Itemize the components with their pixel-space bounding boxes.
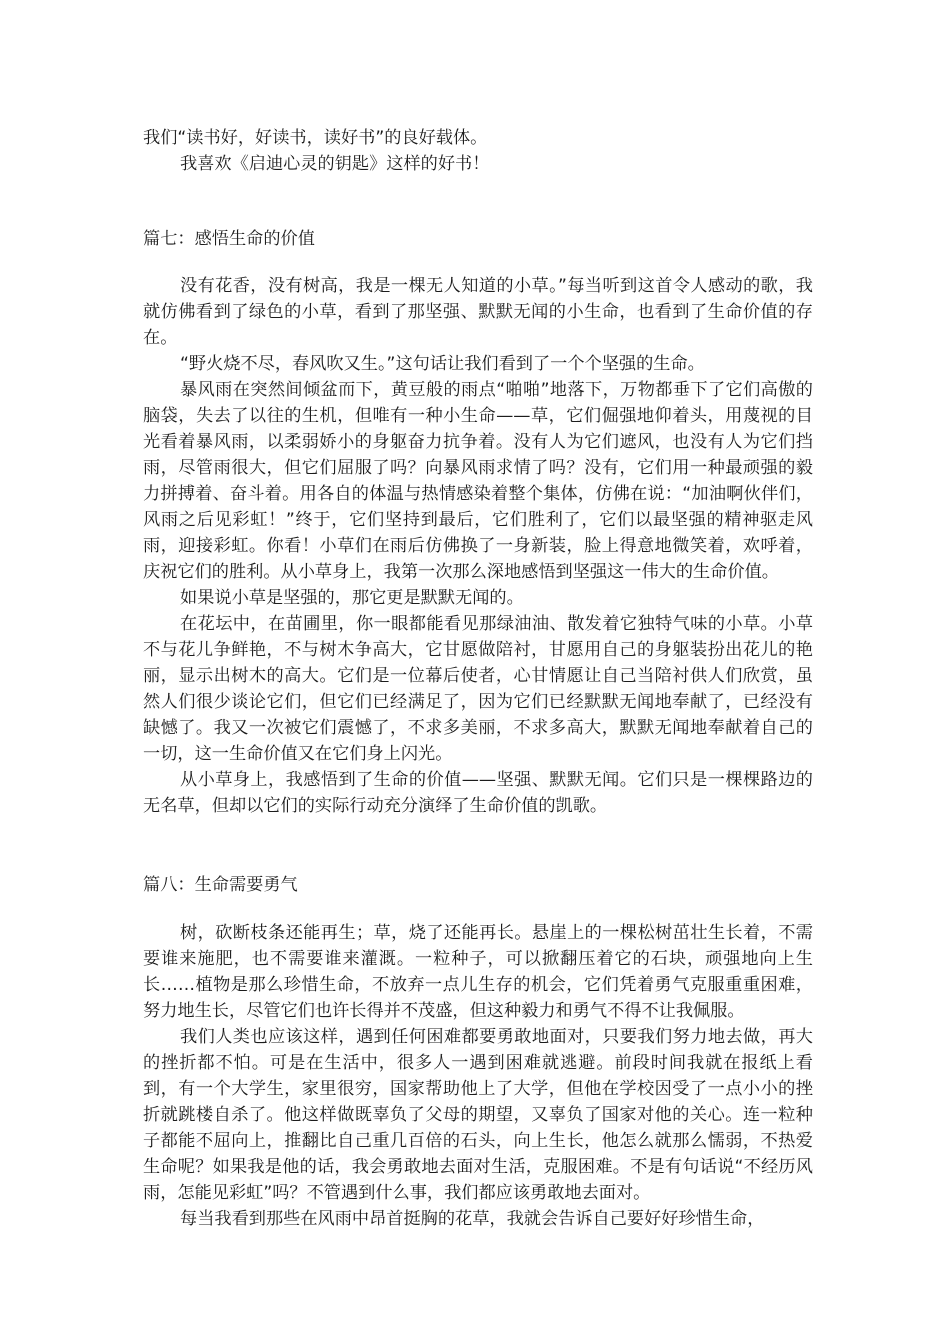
section-8-paragraph-3: 每当我看到那些在风雨中昂首挺胸的花草，我就会告诉自己要好好珍惜生命， bbox=[180, 1209, 765, 1229]
intro-line-1: 我们“读书好，好读书，读好书”的良好载体。 bbox=[143, 128, 488, 148]
section-8-paragraph-2: 我们人类也应该这样，遇到任何困难都要勇敢地面对，只要我们努力地去做，再大的挫折都不怕。可是在生活中，很多人一遇到困难就逃避。前段时间我就在报纸上看到，有一个大学生，家里很穷，国家帮助他上了大学，但他在学校因受了一点小小的挫折就跳楼自杀了。他这样做既辜负了父母的期望，又辜负了国家对他的关心。连一粒种子都能不屈向上，推翻比自己重几百倍的石头，向上生长，他怎么就那么懦弱，不热爱生命呢？如果我是他的话，我会勇敢地去面对生活，克服困难。不是有句话说“不经历风雨，怎能见彩虹”吗？不管遇到什么事，我们都应该勇敢地去面对。 bbox=[143, 1027, 813, 1203]
section-8-paragraph-1: 树，砍断枝条还能再生；草，烧了还能再长。悬崖上的一棵松树茁壮生长着，不需要谁来施肥，也不需要谁来灌溉。一粒种子，可以掀翻压着它的石块，顽强地向上生长……植物是那么珍惜生命，不放弃一点儿生存的机会，它们凭着勇气克服重重困难，努力地生长，尽管它们也许长得并不茂盛，但这种毅力和勇气不得不让我佩服。 bbox=[143, 923, 813, 1021]
section-7-paragraph-5: 在花坛中，在苗圃里，你一眼都能看见那绿油油、散发着它独特气味的小草。小草不与花儿争鲜艳，不与树木争高大，它甘愿做陪衬，甘愿用自己的身躯装扮出花儿的艳丽，显示出树木的高大。它们是一位幕后使者，心甘情愿让自己当陪衬供人们欣赏，虽然人们很少谈论它们，但它们已经满足了，因为它们已经默默无闻地奉献了，已经没有缺憾了。我又一次被它们震憾了，不求多美丽，不求多高大，默默无闻地奉献着自己的一切，这一生命价值又在它们身上闪光。 bbox=[143, 614, 813, 764]
section-7-body bbox=[143, 273, 813, 819]
section-7-heading-block bbox=[143, 226, 813, 252]
section-8-title: 篇八：生命需要勇气 bbox=[143, 875, 298, 895]
section-7-paragraph-1: 没有花香，没有树高，我是一棵无人知道的小草。”每当听到这首令人感动的歌，我就仿佛看到了绿色的小草，看到了那坚强、默默无闻的小生命，也看到了生命价值的存在。 bbox=[143, 276, 813, 348]
section-8-body bbox=[143, 920, 813, 1232]
intro-block bbox=[143, 125, 813, 177]
intro-line-2: 我喜欢《启迪心灵的钥匙》这样的好书！ bbox=[180, 154, 490, 174]
section-8-heading-block bbox=[143, 872, 813, 898]
section-7-paragraph-2: “野火烧不尽，春风吹又生。”这句话让我们看到了一个个坚强的生命。 bbox=[180, 354, 705, 374]
section-7-paragraph-6: 从小草身上，我感悟到了生命的价值——坚强、默默无闻。它们只是一棵棵路边的无名草，但却以它们的实际行动充分演绎了生命价值的凯歌。 bbox=[143, 770, 813, 816]
section-7-paragraph-3: 暴风雨在突然间倾盆而下，黄豆般的雨点“啪啪”地落下，万物都垂下了它们高傲的脑袋，失去了以往的生机，但唯有一种小生命——草，它们倔强地仰着头，用蔑视的目光看着暴风雨，以柔弱娇小的身躯奋力抗争着。没有人为它们遮风，也没有人为它们挡雨，尽管雨很大，但它们屈服了吗？向暴风雨求情了吗？没有，它们用一种最顽强的毅力拼搏着、奋斗着。用各自的体温与热情感染着整个集体，仿佛在说：“加油啊伙伴们，风雨之后见彩虹！”终于，它们坚持到最后，它们胜利了，它们以最坚强的精神驱走风雨，迎接彩虹。你看！小草们在雨后仿佛换了一身新装，脸上得意地微笑着，欢呼着，庆祝它们的胜利。从小草身上，我第一次那么深地感悟到坚强这一伟大的生命价值。 bbox=[143, 380, 813, 582]
section-7-paragraph-4: 如果说小草是坚强的，那它更是默默无闻的。 bbox=[180, 588, 524, 608]
section-7-title: 篇七：感悟生命的价值 bbox=[143, 229, 315, 249]
